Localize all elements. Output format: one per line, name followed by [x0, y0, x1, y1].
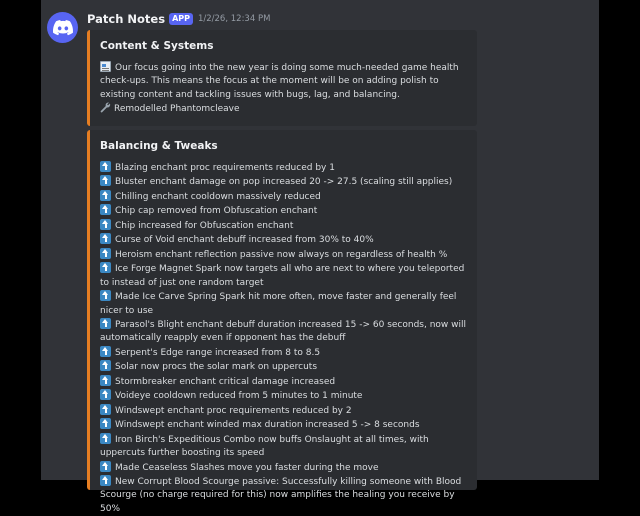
list-item-text: New Corrupt Blood Scourge passive: Successfully killing someone with Blood Scourge (no charge required for this) now amplifies the healing you receive by 50% [100, 476, 462, 514]
up-arrow-icon [100, 204, 111, 215]
list-item-text: Chip cap removed from Obfuscation enchant [115, 206, 318, 217]
message-header [87, 11, 270, 27]
embed-description [100, 61, 467, 117]
list-item-text: Made Ice Carve Spring Spark hit more often, move faster and generally feel nicer to use [100, 292, 457, 316]
chat-panel [41, 0, 599, 514]
up-arrow-icon [100, 389, 111, 400]
list-item [100, 290, 467, 318]
list-item [100, 190, 467, 204]
list-item [100, 248, 467, 262]
list-item [100, 404, 467, 418]
list-item [100, 318, 467, 346]
embed-balancing-tweaks [87, 130, 477, 514]
list-item-text: Heroism enchant reflection passive now always on regardless of health % [115, 249, 448, 260]
balancing-list [100, 161, 467, 516]
up-arrow-icon [100, 346, 111, 357]
list-item-text: Chilling enchant cooldown massively reduced [115, 191, 321, 202]
list-item [100, 389, 467, 403]
list-item-text: Stormbreaker enchant critical damage increased [115, 376, 336, 387]
up-arrow-icon [100, 248, 111, 259]
list-item-text: Bluster enchant damage on pop increased 20 -> 27.5 (scaling still applies) [115, 177, 453, 188]
list-item [100, 433, 467, 461]
list-item-text: Windswept enchant winded max duration increased 5 -> 8 seconds [115, 420, 420, 431]
up-arrow-icon [100, 290, 111, 301]
embed-content-systems [87, 30, 477, 126]
up-arrow-icon [100, 433, 111, 444]
list-item-text: Iron Birch's Expeditious Combo now buffs Onslaught at all times, with uppercuts further boosting its speed [100, 434, 429, 459]
list-item [100, 204, 467, 218]
bot-avatar[interactable] [47, 12, 78, 43]
up-arrow-icon [100, 175, 111, 186]
list-item [100, 475, 467, 516]
list-item-text: Windswept enchant proc requirements reduced by 2 [115, 405, 352, 416]
up-arrow-icon [100, 219, 111, 230]
discord-logo-icon [53, 20, 73, 35]
description-line [100, 61, 467, 102]
description-line [100, 102, 467, 116]
up-arrow-icon [100, 233, 111, 244]
up-arrow-icon [100, 475, 111, 486]
up-arrow-icon [100, 461, 111, 472]
list-item-text: Ice Forge Magnet Spark now targets all who are next to where you teleported to instead of just one random target [100, 264, 465, 288]
list-item [100, 233, 467, 247]
list-item-text: Solar now procs the solar mark on uppercuts [115, 362, 318, 373]
list-item-text: Blazing enchant proc requirements reduced by 1 [115, 163, 335, 173]
focus-text: Our focus going into the new year is doing some much-needed game health check-ups. This means the focus at the moment will be on adding polish to existing content and tackling issues with bugs, lag, and balancing. [100, 63, 459, 100]
app-badge: APP [169, 13, 193, 25]
up-arrow-icon [100, 360, 111, 371]
list-item-text: Parasol's Blight enchant debuff duration increased 15 -> 60 seconds, now will automatically reapply even if opponent has the debuff [100, 319, 467, 344]
list-item [100, 262, 467, 290]
wrench-icon [100, 102, 111, 113]
embed-title: Content & Systems [100, 40, 214, 52]
list-item [100, 360, 467, 374]
up-arrow-icon [100, 190, 111, 201]
list-item [100, 161, 467, 175]
author-name[interactable]: Patch Notes [87, 12, 166, 26]
up-arrow-icon [100, 318, 111, 329]
up-arrow-icon [100, 375, 111, 386]
list-item [100, 461, 467, 475]
newspaper-icon [100, 61, 111, 72]
list-item-text: Made Ceaseless Slashes move you faster during the move [115, 462, 379, 473]
list-item [100, 418, 467, 432]
list-item [100, 175, 467, 189]
list-item [100, 375, 467, 389]
up-arrow-icon [100, 418, 111, 429]
list-item-text: Chip increased for Obfuscation enchant [115, 220, 294, 231]
list-item [100, 219, 467, 233]
remodel-text: Remodelled Phantomcleave [114, 104, 240, 115]
list-item-text: Curse of Void enchant debuff increased from 30% to 40% [115, 235, 374, 246]
up-arrow-icon [100, 262, 111, 273]
up-arrow-icon [100, 161, 111, 172]
embed-title: Balancing & Tweaks [100, 140, 218, 152]
list-item [100, 346, 467, 360]
message-timestamp[interactable]: 1/2/26, 12:34 PM [197, 14, 271, 24]
list-item-text: Serpent's Edge range increased from 8 to 8.5 [115, 347, 321, 358]
up-arrow-icon [100, 404, 111, 415]
list-item-text: Voideye cooldown reduced from 5 minutes to 1 minute [115, 391, 363, 402]
